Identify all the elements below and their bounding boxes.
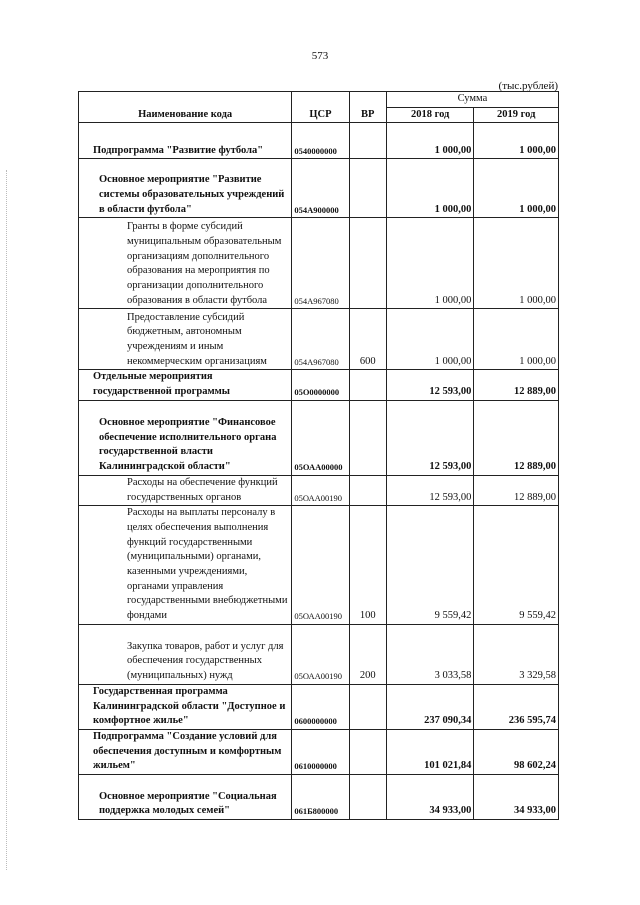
row-name: Гранты в форме субсидий муниципальным образовательным организациям дополнительного образования на мероприятия по организации дополнительного образования в области футбола (79, 218, 292, 309)
row-csr: 05ОАА00190 (292, 506, 349, 625)
row-vr (349, 729, 386, 774)
row-csr: 05ОАА00190 (292, 475, 349, 505)
table-row (79, 775, 559, 820)
row-vr: 100 (349, 506, 386, 625)
row-2019: 98 602,24 (474, 729, 559, 774)
row-name: Закупка товаров, работ и услуг для обеспечения государственных (муниципальных) нужд (79, 624, 292, 684)
row-name: Основное мероприятие "Развитие системы образовательных учреждений в области футбола" (79, 159, 292, 218)
row-vr (349, 159, 386, 218)
table-row (79, 370, 559, 400)
row-2018: 237 090,34 (386, 684, 474, 729)
scan-margin-line (6, 170, 8, 870)
row-2018: 12 593,00 (386, 475, 474, 505)
row-2019: 12 889,00 (474, 475, 559, 505)
header-vr: ВР (349, 92, 386, 123)
row-2018: 101 021,84 (386, 729, 474, 774)
row-2019: 1 000,00 (474, 309, 559, 370)
row-vr (349, 400, 386, 475)
header-sum: Сумма (386, 92, 558, 108)
table-header-row (79, 92, 559, 108)
row-2019: 12 889,00 (474, 370, 559, 400)
page-number: 573 (311, 50, 329, 62)
table-row (79, 400, 559, 475)
row-name: Расходы на обеспечение функций государственных органов (79, 475, 292, 505)
row-csr: 05ОАА00190 (292, 624, 349, 684)
table-row (79, 475, 559, 505)
row-2019: 3 329,58 (474, 624, 559, 684)
units-label: (тыс.рублей) (498, 80, 558, 92)
row-name: Основное мероприятие "Социальная поддержка молодых семей" (79, 775, 292, 820)
row-csr: 054А967080 (292, 309, 349, 370)
row-name: Государственная программа Калининградской области "Доступное и комфортное жилье" (79, 684, 292, 729)
row-csr: 0600000000 (292, 684, 349, 729)
row-csr: 05ОАА00000 (292, 400, 349, 475)
row-name: Предоставление субсидий бюджетным, автономным учреждениям и иным некоммерческим организациям (79, 309, 292, 370)
row-vr (349, 218, 386, 309)
row-2018: 1 000,00 (386, 218, 474, 309)
header-csr: ЦСР (292, 92, 349, 123)
row-csr: 05О0000000 (292, 370, 349, 400)
row-2018: 3 033,58 (386, 624, 474, 684)
table-row (79, 159, 559, 218)
row-2019: 1 000,00 (474, 218, 559, 309)
row-2019: 1 000,00 (474, 159, 559, 218)
row-vr (349, 370, 386, 400)
table-row (79, 684, 559, 729)
row-name: Основное мероприятие "Финансовое обеспечение исполнительного органа государственной власти Калининградской области" (79, 400, 292, 475)
row-name: Расходы на выплаты персоналу в целях обеспечения выполнения функций государственными (муниципальными) органами, казенными учреждениями, органами управления государственными внебюджетными фондами (79, 506, 292, 625)
row-2019: 34 933,00 (474, 775, 559, 820)
header-year-2018: 2018 год (386, 107, 474, 123)
row-csr: 061Б800000 (292, 775, 349, 820)
row-name: Подпрограмма "Создание условий для обеспечения доступным и комфортным жильем" (79, 729, 292, 774)
row-2018: 9 559,42 (386, 506, 474, 625)
budget-table (78, 91, 559, 820)
row-name: Подпрограмма "Развитие футбола" (79, 123, 292, 159)
row-2018: 1 000,00 (386, 309, 474, 370)
table-row (79, 506, 559, 625)
row-2019: 12 889,00 (474, 400, 559, 475)
row-2018: 12 593,00 (386, 370, 474, 400)
row-vr: 600 (349, 309, 386, 370)
row-2018: 34 933,00 (386, 775, 474, 820)
row-vr: 200 (349, 624, 386, 684)
table-row (79, 729, 559, 774)
row-vr (349, 475, 386, 505)
row-2019: 1 000,00 (474, 123, 559, 159)
header-year-2019: 2019 год (474, 107, 559, 123)
row-2018: 12 593,00 (386, 400, 474, 475)
row-2018: 1 000,00 (386, 159, 474, 218)
header-name: Наименование кода (79, 92, 292, 123)
row-vr (349, 775, 386, 820)
row-vr (349, 684, 386, 729)
row-csr: 0610000000 (292, 729, 349, 774)
row-csr: 0540000000 (292, 123, 349, 159)
row-csr: 054А967080 (292, 218, 349, 309)
row-csr: 054А900000 (292, 159, 349, 218)
table-row (79, 624, 559, 684)
table-row (79, 123, 559, 159)
row-2019: 9 559,42 (474, 506, 559, 625)
row-2019: 236 595,74 (474, 684, 559, 729)
row-vr (349, 123, 386, 159)
row-2018: 1 000,00 (386, 123, 474, 159)
table-row (79, 309, 559, 370)
table-row (79, 218, 559, 309)
row-name: Отдельные мероприятия государственной программы (79, 370, 292, 400)
